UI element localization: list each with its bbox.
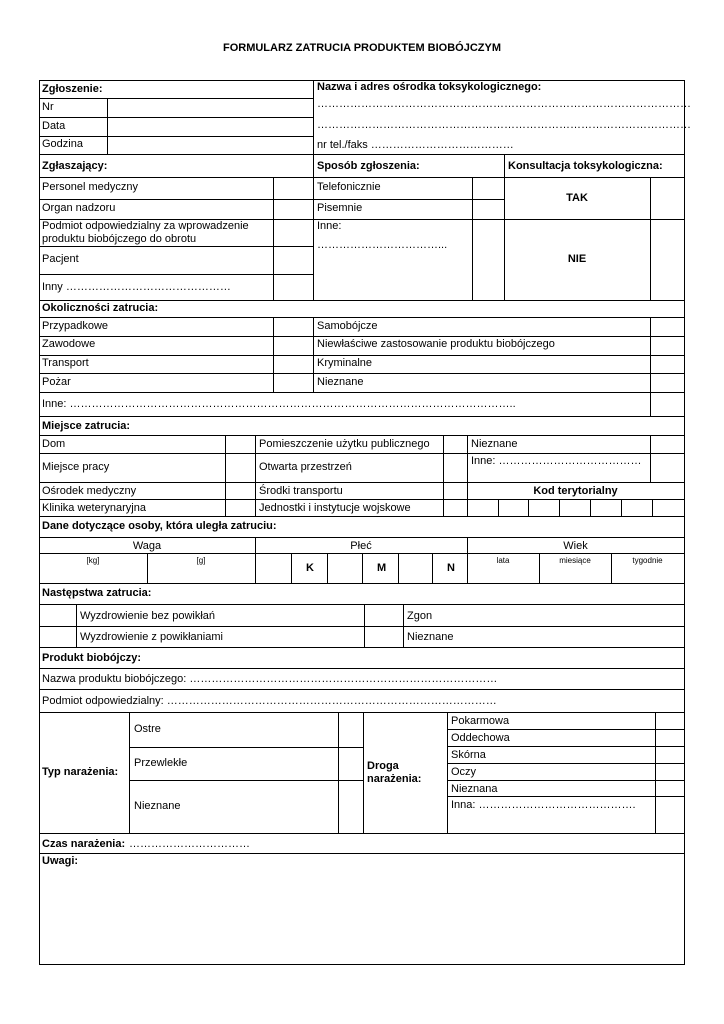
place-vet: Klinika weterynaryjna	[42, 502, 146, 514]
checkbox-outcome-unknown[interactable]	[364, 626, 403, 647]
route-eyes: Oczy	[451, 766, 477, 778]
place-other[interactable]: Inne: …………………………………	[471, 455, 642, 467]
age-months-label: miesiące	[559, 556, 591, 565]
toxcenter-heading: Nazwa i adres ośrodka toksykologicznego:	[317, 81, 542, 93]
checkbox-place-work[interactable]	[225, 453, 255, 482]
consult-heading: Konsultacja toksykologiczna:	[508, 160, 663, 172]
checkbox-circ-occupational[interactable]	[273, 336, 313, 355]
reporter-entity-2: produktu biobójczego do obrotu	[42, 233, 197, 245]
checkbox-route-eyes[interactable]	[655, 763, 684, 780]
age-label: Wiek	[563, 540, 588, 552]
checkbox-circ-suicidal[interactable]	[650, 318, 684, 336]
checkbox-reporter-authority[interactable]	[273, 199, 313, 219]
form-title: FORMULARZ ZATRUCIA PRODUKTEM BIOBÓJCZYM	[222, 42, 502, 54]
checkbox-exposure-acute[interactable]	[338, 713, 363, 747]
notes-label: Uwagi:	[42, 855, 79, 867]
circ-transport: Transport	[42, 357, 89, 369]
checkbox-reporter-entity[interactable]	[273, 219, 313, 246]
exposure-acute: Ostre	[134, 723, 161, 735]
route-other[interactable]: Inna: …………………………………….	[451, 799, 636, 811]
checkbox-circ-unknown[interactable]	[650, 373, 684, 392]
place-military: Jednostki i instytucje wojskowe	[259, 502, 411, 514]
weight-kg-label: [kg]	[86, 556, 100, 565]
checkbox-reporter-other[interactable]	[273, 274, 313, 300]
label-date: Data	[42, 120, 66, 132]
exposure-unknown: Nieznane	[134, 800, 181, 812]
circ-unknown: Nieznane	[317, 376, 364, 388]
method-other: Inne:	[317, 220, 342, 232]
checkbox-place-medical[interactable]	[225, 482, 255, 499]
age-weeks-input[interactable]	[611, 570, 684, 583]
outcome-unknown: Nieznane	[407, 631, 454, 643]
place-unknown: Nieznane	[471, 438, 518, 450]
exposure-time-label: Czas narażenia:	[42, 838, 126, 850]
circ-suicidal: Samobójcze	[317, 320, 378, 332]
checkbox-route-inhalation[interactable]	[655, 729, 684, 746]
product-heading: Produkt biobójczy:	[42, 652, 141, 664]
circ-criminal: Kryminalne	[317, 357, 373, 369]
checkbox-sex-m[interactable]	[398, 554, 432, 583]
place-heading: Miejsce zatrucia:	[42, 420, 131, 432]
product-name[interactable]: Nazwa produktu biobójczego: …………………………………………………………………………	[42, 673, 498, 685]
circ-accidental: Przypadkowe	[42, 320, 109, 332]
checkbox-place-other[interactable]	[650, 453, 684, 482]
circumstances-heading: Okoliczności zatrucia:	[42, 302, 159, 314]
exposure-route-label-1: Droga	[367, 760, 399, 772]
place-medical: Ośrodek medyczny	[42, 485, 137, 497]
checkbox-place-public[interactable]	[443, 436, 467, 453]
weight-kg-input[interactable]	[40, 570, 147, 583]
label-hour: Godzina	[42, 138, 83, 150]
exposure-time-value[interactable]: ……………………………	[129, 838, 250, 850]
sex-k: K	[306, 562, 314, 574]
reporter-heading: Zgłaszający:	[42, 160, 108, 172]
checkbox-circ-fire[interactable]	[273, 373, 313, 392]
method-written: Pisemnie	[317, 202, 363, 214]
reporter-other[interactable]: Inny ………………………………………	[42, 281, 231, 293]
date-input[interactable]	[107, 117, 313, 136]
exposure-chronic: Przewlekłe	[134, 757, 188, 769]
territorial-code-label: Kod terytorialny	[533, 485, 618, 497]
age-months-input[interactable]	[539, 570, 611, 583]
place-home: Dom	[42, 438, 66, 450]
checkbox-circ-other[interactable]	[650, 392, 684, 416]
checkbox-sex-k[interactable]	[328, 554, 362, 583]
checkbox-circ-misuse[interactable]	[650, 336, 684, 355]
checkbox-route-other[interactable]	[655, 796, 684, 833]
place-public: Pomieszczenie użytku publicznego	[259, 438, 430, 450]
route-unknown: Nieznana	[451, 783, 498, 795]
reporter-entity-1: Podmiot odpowiedzialny za wprowadzenie	[42, 220, 249, 232]
weight-label: Waga	[132, 540, 162, 552]
age-years-input[interactable]	[467, 570, 539, 583]
reporter-medical: Personel medyczny	[42, 181, 138, 193]
route-oral: Pokarmowa	[451, 715, 510, 727]
notification-heading: Zgłoszenie:	[42, 83, 103, 95]
consult-no: NIE	[567, 253, 587, 265]
checkbox-place-home[interactable]	[225, 436, 255, 453]
toxcenter-line-1[interactable]: …………………………………………………………………………………………	[317, 98, 691, 110]
reporter-authority: Organ nadzoru	[42, 202, 116, 214]
checkbox-place-transport[interactable]	[443, 482, 467, 499]
checkbox-place-military[interactable]	[443, 499, 467, 516]
checkbox-exposure-unknown[interactable]	[338, 780, 363, 833]
checkbox-consult-yes[interactable]	[650, 178, 684, 219]
method-heading: Sposób zgłoszenia:	[317, 160, 420, 172]
checkbox-route-unknown[interactable]	[655, 780, 684, 796]
checkbox-place-outdoor[interactable]	[443, 453, 467, 482]
age-weeks-label: tygodnie	[632, 556, 663, 565]
nr-input[interactable]	[107, 98, 313, 117]
notes-textarea[interactable]	[40, 870, 684, 963]
place-outdoor: Otwarta przestrzeń	[259, 461, 352, 473]
checkbox-circ-criminal[interactable]	[650, 355, 684, 373]
weight-g-label: [g]	[196, 556, 206, 565]
checkbox-method-other[interactable]	[472, 219, 504, 300]
age-years-label: lata	[496, 556, 510, 565]
sex-n: N	[447, 562, 455, 574]
person-heading: Dane dotyczące osoby, która uległa zatruciu:	[42, 520, 277, 532]
hour-input[interactable]	[107, 136, 313, 154]
method-other-line[interactable]: ……………………………...	[317, 239, 448, 251]
route-skin: Skórna	[451, 749, 486, 761]
checkbox-outcome-death[interactable]	[364, 605, 403, 626]
toxcenter-line-2[interactable]: …………………………………………………………………………………………	[317, 119, 691, 131]
place-work: Miejsce pracy	[42, 461, 110, 473]
weight-g-input[interactable]	[148, 570, 255, 583]
outcome-recovery: Wyzdrowienie bez powikłań	[80, 610, 216, 622]
checkbox-route-oral[interactable]	[655, 713, 684, 729]
checkbox-circ-accidental[interactable]	[273, 318, 313, 336]
sex-m: M	[377, 562, 387, 574]
checkbox-method-written[interactable]	[472, 199, 504, 219]
outcome-heading: Następstwa zatrucia:	[42, 587, 152, 599]
checkbox-reporter-medical[interactable]	[273, 178, 313, 199]
sex-label: Płeć	[350, 540, 372, 552]
route-inhalation: Oddechowa	[451, 732, 510, 744]
checkbox-method-phone[interactable]	[472, 178, 504, 199]
circ-fire: Pożar	[42, 376, 71, 388]
toxcenter-phone[interactable]: nr tel./faks …………………………………	[317, 139, 514, 151]
circ-misuse: Niewłaściwe zastosowanie produktu biobójczego	[317, 338, 555, 350]
outcome-death: Zgon	[407, 610, 433, 622]
checkbox-consult-no[interactable]	[650, 219, 684, 300]
checkbox-place-vet[interactable]	[225, 499, 255, 516]
label-nr: Nr	[42, 101, 54, 113]
checkbox-exposure-chronic[interactable]	[338, 747, 363, 780]
consult-yes: TAK	[566, 192, 588, 204]
checkbox-route-skin[interactable]	[655, 746, 684, 763]
reporter-patient: Pacjent	[42, 253, 79, 265]
checkbox-reporter-patient[interactable]	[273, 246, 313, 274]
circ-occupational: Zawodowe	[42, 338, 96, 350]
method-phone: Telefonicznie	[317, 181, 381, 193]
checkbox-place-unknown[interactable]	[650, 436, 684, 453]
place-transport: Środki transportu	[259, 485, 343, 497]
outcome-recovery-comp: Wyzdrowienie z powikłaniami	[80, 631, 223, 643]
checkbox-outcome-recovery[interactable]	[40, 605, 76, 626]
product-entity[interactable]: Podmiot odpowiedzialny: ………………………………………………………………………………	[42, 695, 497, 707]
exposure-route-label-2: narażenia:	[367, 773, 422, 785]
checkbox-outcome-recovery-comp[interactable]	[40, 626, 76, 647]
exposure-type-label: Typ narażenia:	[42, 766, 119, 778]
checkbox-circ-transport[interactable]	[273, 355, 313, 373]
circ-other[interactable]: Inne: …………………………………………………………………………………………………………..	[42, 398, 516, 410]
